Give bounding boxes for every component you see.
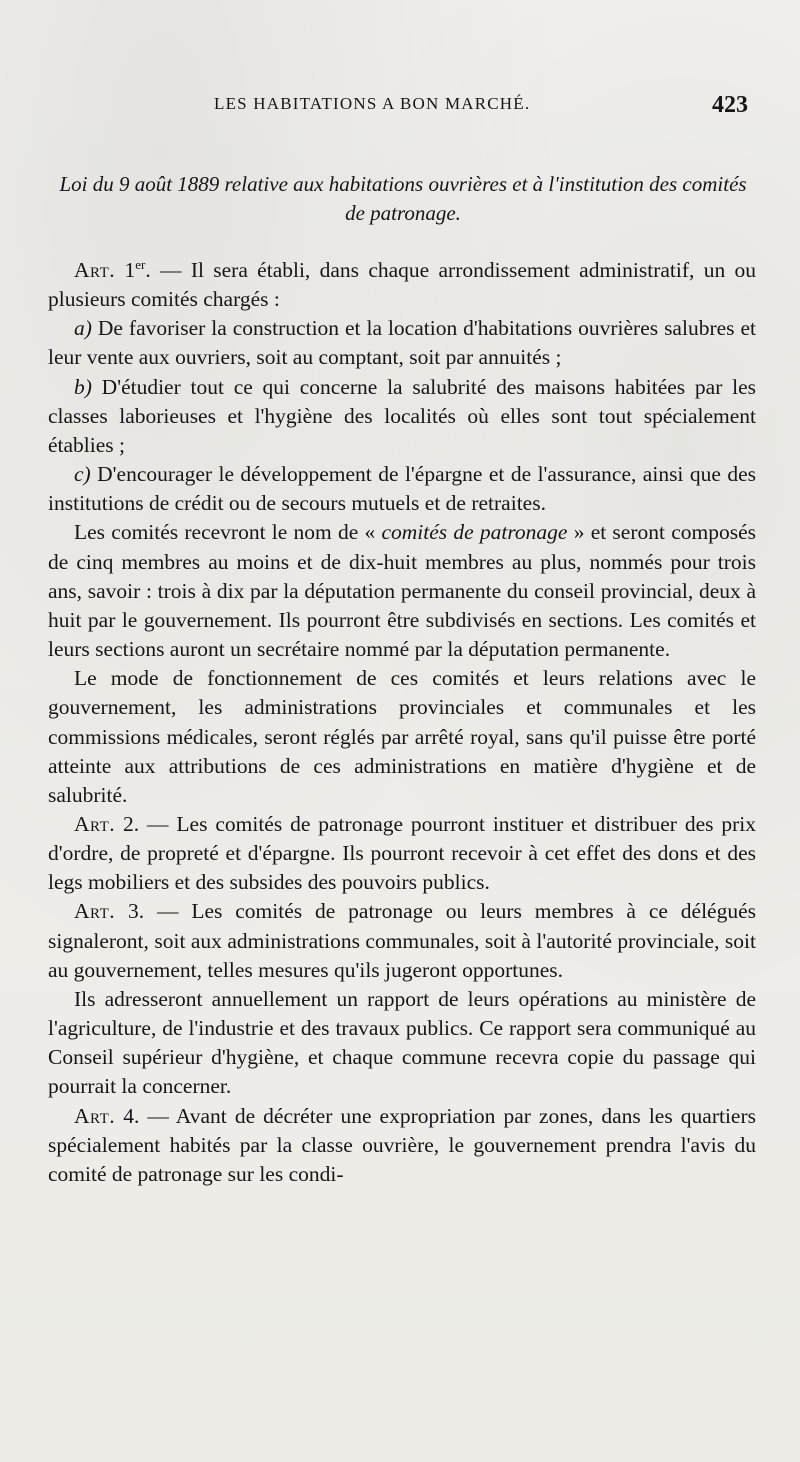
- item-marker: a): [74, 316, 92, 341]
- running-header: [0, 92, 800, 122]
- article-1-lead: [48, 256, 756, 314]
- article-3: [48, 897, 756, 984]
- paragraph-text: Les comités recevront le nom de «: [74, 520, 382, 545]
- article-1-item-b: [48, 373, 756, 460]
- item-text: D'étudier tout ce qui concerne la salubrité des maisons habitées par les classes laborieuses et l'hygiène des localités où elles sont tout spécialement établies ;: [48, 374, 756, 457]
- article-label: Art.: [74, 258, 116, 282]
- article-1-item-a: [48, 314, 756, 372]
- page-number: 423: [712, 92, 748, 118]
- item-text: D'encourager le développement de l'épargne et de l'assurance, ainsi que des institutions de crédit ou de secours mutuels et de retraites.: [48, 462, 756, 516]
- article-number-superscript: er: [135, 256, 146, 272]
- item-text: De favoriser la construction et la location d'habitations ouvrières salubres et leur vente aux ouvriers, soit au comptant, soit par annuités ;: [48, 316, 756, 370]
- article-1-paragraph-2: [48, 518, 756, 664]
- item-marker: c): [74, 462, 91, 487]
- law-title: Loi du 9 août 1889 relative aux habitations ouvrières et à l'institution des comités de patronage.: [59, 172, 747, 225]
- article-text: 4. — Avant de décréter une expropriation par zones, dans les quartiers spécialement habités par la classe ouvrière, le gouvernement prendra l'avis du comité de patronage sur les condi-: [48, 1103, 756, 1186]
- article-1-paragraph-3: Le mode de fonctionnement de ces comités et leurs relations avec le gouvernement, les administrations provinciales et communales et les commissions médicales, seront réglés par arrêté royal, sans qu'il puisse être porté atteinte aux attributions de ces administrations en matière d'hygiène et de salubrité.: [48, 666, 756, 807]
- emphasis-text: comités de patronage: [381, 520, 568, 545]
- article-3-paragraph-2: Ils adresseront annuellement un rapport de leurs opérations au ministère de l'agriculture, de l'industrie et des travaux publics. Ce rapport sera communiqué au Conseil supérieur d'hygiène, et chaque commune recevra copie du passage qui pourrait la concerner.: [48, 986, 756, 1099]
- item-marker: b): [74, 374, 92, 399]
- article-number: 1: [124, 258, 136, 282]
- running-title: LES HABITATIONS A BON MARCHÉ.: [214, 94, 531, 113]
- law-body: [48, 256, 756, 1189]
- article-4: [48, 1102, 756, 1189]
- article-label: Art.: [74, 899, 116, 924]
- paragraph-text: » et seront composés de cinq membres au moins et de dix-huit membres au plus, nommés pour trois ans, savoir : trois à dix par la députation permanente du conseil provincial, deux à huit par le gouvernement. Ils pourront être subdivisés en sections. Les comités et leurs sections auront un secrétaire nommé par la députation permanente.: [48, 520, 756, 662]
- article-label: Art.: [74, 811, 116, 836]
- article-text: 2. — Les comités de patronage pourront instituer et distribuer des prix d'ordre, de propreté et d'épargne. Ils pourront recevoir à cet effet des dons et des legs mobiliers et des subsides des pouvoirs publics.: [48, 811, 756, 895]
- article-label: Art.: [74, 1103, 116, 1128]
- article-2: [48, 810, 756, 897]
- article-1-item-c: [48, 460, 756, 518]
- article-text: 3. — Les comités de patronage ou leurs membres à ce délégués signaleront, soit aux administrations communales, soit à l'autorité provinciale, soit au gouvernement, telles mesures qu'ils jugeront opportunes.: [48, 899, 756, 982]
- article-text: . — Il sera établi, dans chaque arrondissement administratif, un ou plusieurs comités chargés :: [48, 258, 756, 312]
